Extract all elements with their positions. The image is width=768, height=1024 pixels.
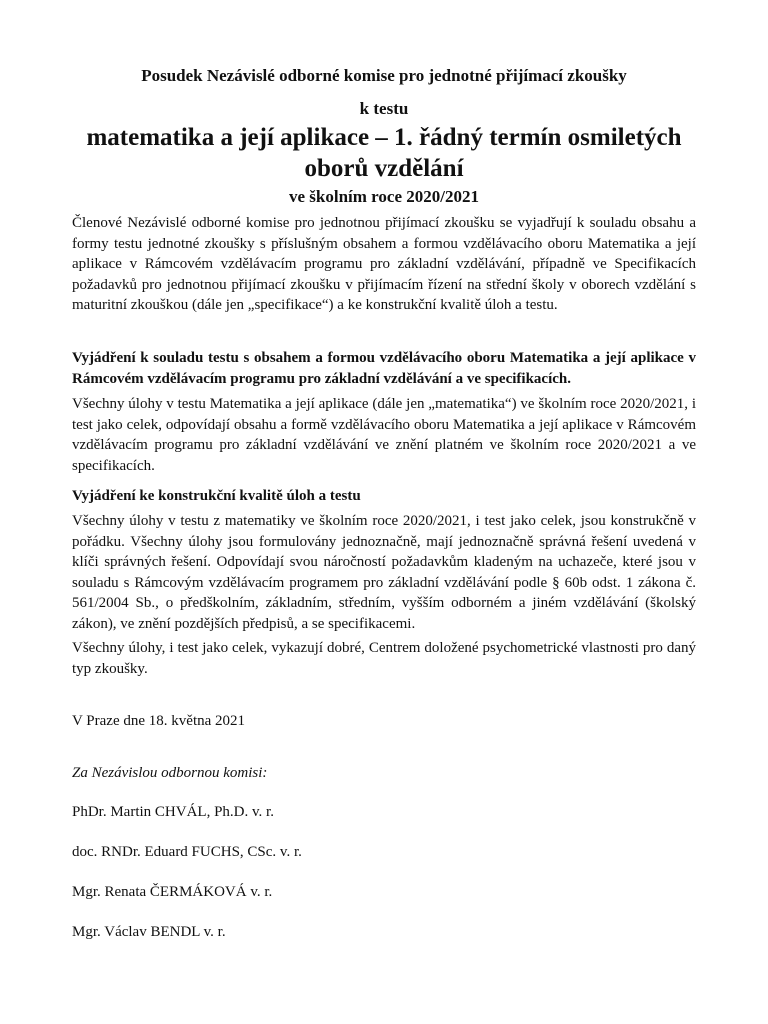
section-quality-heading: Vyjádření ke konstrukční kvalitě úloh a testu (72, 488, 361, 504)
section-conformity-text: Všechny úlohy v testu Matematika a její aplikace (dále jen „matematika“) ve školním roce 2020/2021, i test jako celek, odpovídají obsahu a formě vzdělávacího oboru Matematika a její aplikace v Rámcovém vzdělávacím programu pro základní vzdělávání ve znění platném ve školním roce 2020/2021 a ve specifikacích. (72, 396, 696, 474)
committee-member: Mgr. Renata ČERMÁKOVÁ v. r. (72, 884, 273, 900)
intro-paragraph: Členové Nezávislé odborné komise pro jednotnou přijímací zkoušku se vyjadřují k souladu obsahu a formy testu jednotné zkoušky s příslušným obsahem a formou vzdělávacího oboru Matematika a její aplikace v Rámcovém vzdělávacím programu pro základní vzdělávání, případně ve Specifikacích požadavků pro jednotnou přijímací zkoušku v přijímacím řízení na střední školy v oborech vzdělání s maturitní zkouškou (dále jen „specifikace“) a ke konstrukční kvalitě úloh a testu. (72, 215, 696, 313)
test-title: matematika a její aplikace – 1. řádný termín osmiletých oborů vzdělání (86, 124, 682, 182)
document-subheading: k testu (359, 99, 409, 118)
committee-member: doc. RNDr. Eduard FUCHS, CSc. v. r. (72, 844, 302, 860)
document-heading: Posudek Nezávislé odborné komise pro jednotné přijímací zkoušky (141, 66, 627, 85)
section-conformity-heading: Vyjádření k souladu testu s obsahem a formou vzdělávacího oboru Matematika a její aplikace v Rámcovém vzdělávacím programu pro základní vzdělávání a ve specifikacích. (72, 350, 696, 387)
place-date: V Praze dne 18. května 2021 (72, 713, 246, 729)
committee-member: PhDr. Martin CHVÁL, Ph.D. v. r. (72, 804, 274, 820)
committee-label: Za Nezávislou odbornou komisi: (72, 765, 268, 781)
section-psychometric-text: Všechny úlohy, i test jako celek, vykazují dobré, Centrem doložené psychometrické vlastnosti pro daný typ zkoušky. (72, 640, 696, 677)
section-quality-text: Všechny úlohy v testu z matematiky ve školním roce 2020/2021, i test jako celek, jsou konstrukčně v pořádku. Všechny úlohy jsou formulovány jednoznačně, mají jednoznačně správná řešení uvedená v klíči správných řešení. Odpovídají svou náročností požadavkům kladeným na uchazeče, které jsou v souladu s Rámcovým vzdělávacím programem pro základní vzdělávání podle § 60b odst. 1 zákona č. 561/2004 Sb., o předškolním, základním, středním, vyšším odborném a jiném vzdělávání (školský zákon), ve znění pozdějších předpisů, a se specifikacemi. (72, 513, 696, 632)
school-year: ve školním roce 2020/2021 (289, 187, 479, 206)
committee-member: Mgr. Václav BENDL v. r. (72, 924, 226, 940)
